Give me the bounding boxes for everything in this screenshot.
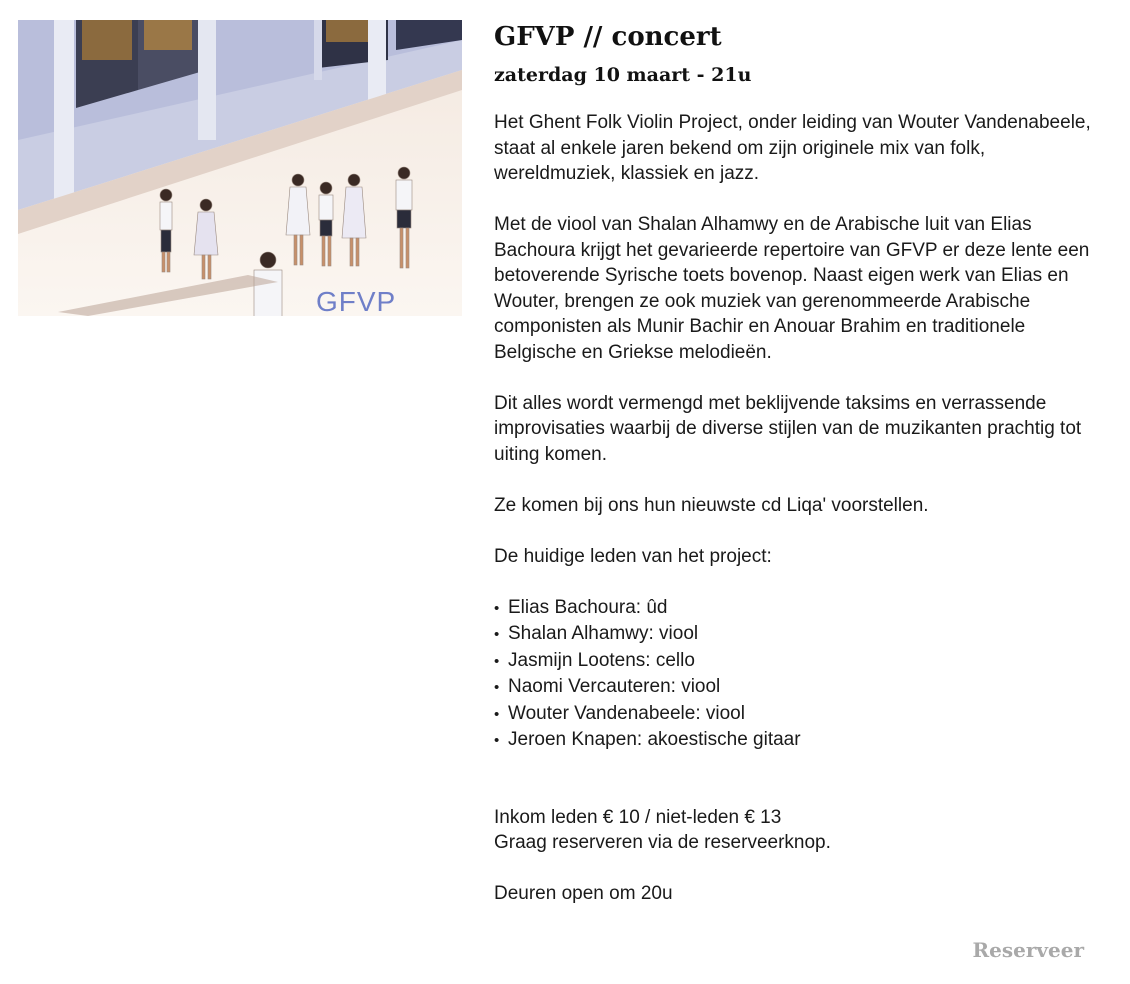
event-details xyxy=(494,18,1104,907)
description-paragraph-4: Ze komen bij ons hun nieuwste cd Liqa' voorstellen. xyxy=(494,494,929,516)
poster-logo-text: GFVP xyxy=(316,286,397,316)
reservation-note: Graag reserveren via de reserveerknop. xyxy=(494,832,831,853)
members-list xyxy=(494,595,1104,754)
list-item: • Jasmijn Lootens: cello xyxy=(494,648,1104,675)
description-paragraph-2: Met de viool van Shalan Alhamwy en de Arabische luit van Elias Bachoura krijgt het gevarieerde repertoire van GFVP er deze lente een betoverende Syrische toets bovenop. Naast eigen werk van Elias en Wouter, brengen ze ook muziek van gerenommeerde Arabische componisten als Munir Bachir en Anouar Brahim en traditionele Belgische en Griekse melodieën. xyxy=(494,214,1090,363)
list-item: • Wouter Vandenabeele: viool xyxy=(494,701,1104,728)
event-title: GFVP // concert xyxy=(494,22,722,52)
price-info: Inkom leden € 10 / niet-leden € 13 xyxy=(494,806,782,828)
reserve-button[interactable]: Reserveer xyxy=(972,938,1084,962)
doors-info: Deuren open om 20u xyxy=(494,883,673,904)
list-item: • Naomi Vercauteren: viool xyxy=(494,674,1104,701)
event-poster-image xyxy=(18,20,462,316)
event-date: zaterdag 10 maart - 21u xyxy=(494,64,752,86)
list-item: • Elias Bachoura: ûd xyxy=(494,595,1104,622)
description-paragraph-3: Dit alles wordt vermengd met beklijvende taksims en verrassende improvisaties waarbij de diverse stijlen van de muzikanten prachtig tot uiting komen. xyxy=(494,392,1082,465)
list-item: • Jeroen Knapen: akoestische gitaar xyxy=(494,727,1104,754)
description-paragraph-1: Het Ghent Folk Violin Project, onder leiding van Wouter Vandenabeele, staat al enkele jaren bekend om zijn originele mix van folk, wereldmuziek, klassiek en jazz. xyxy=(494,112,1091,184)
members-intro: De huidige leden van het project: xyxy=(494,545,772,567)
list-item: • Shalan Alhamwy: viool xyxy=(494,621,1104,648)
